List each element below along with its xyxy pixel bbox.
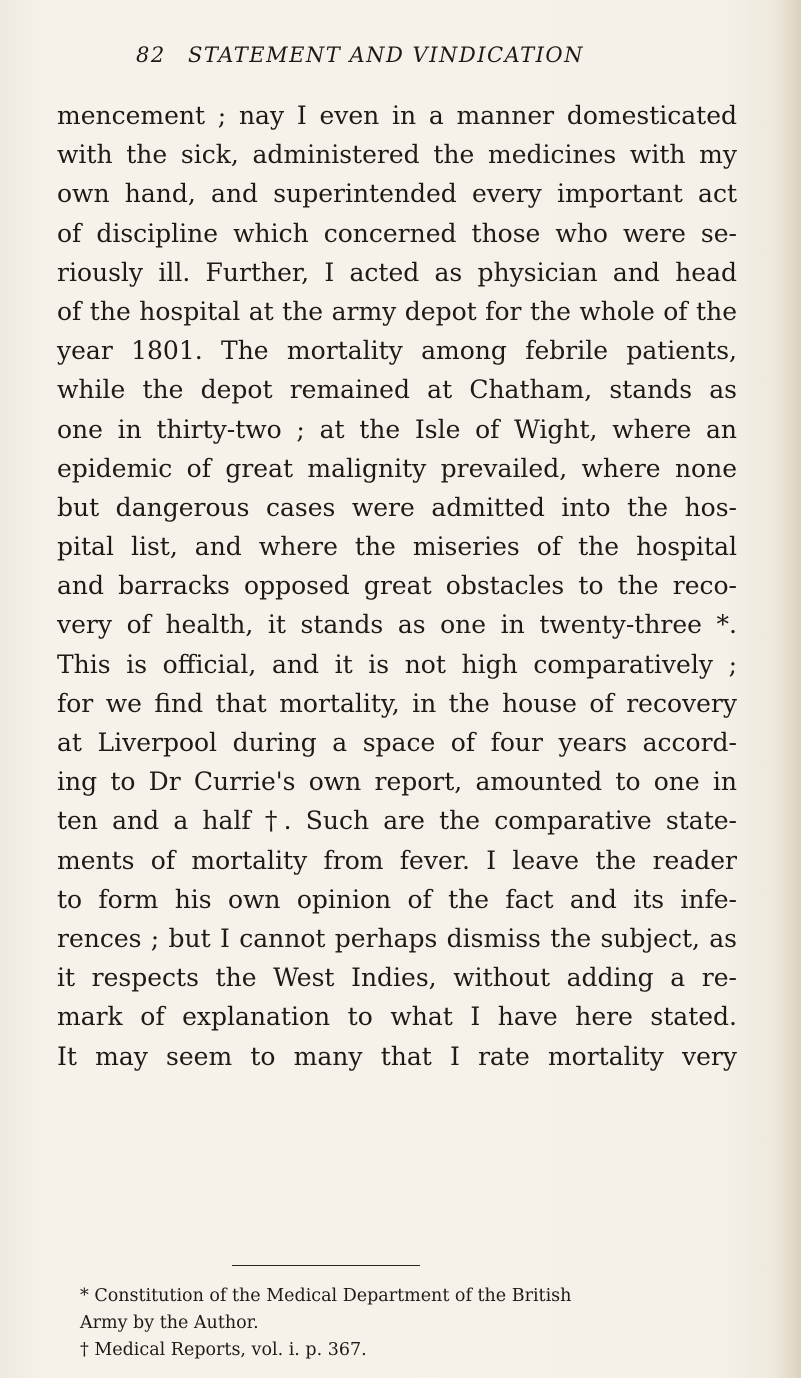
text-line: one in thirty-two ; at the Isle of Wight, where an (57, 414, 737, 444)
text-line: but dangerous cases were admitted into the hos- (57, 492, 737, 522)
text-line: of the hospital at the army depot for the whole of the (57, 296, 737, 326)
text-line: epidemic of great malignity prevailed, where none (57, 453, 737, 483)
page-number: 82 (136, 43, 166, 67)
text-line: year 1801. The mortality among febrile patients, (57, 336, 737, 366)
text-line: This is official, and it is not high comparatively ; (57, 649, 737, 679)
footnotes (80, 1283, 740, 1364)
footnote-line: † Medical Reports, vol. i. p. 367. (80, 1340, 367, 1360)
text-line: to form his own opinion of the fact and its infe- (57, 884, 737, 914)
text-line: mark of explanation to what I have here stated. (57, 1002, 737, 1032)
text-line: ten and a half †. Such are the comparative state- (57, 806, 737, 836)
text-line: very of health, it stands as one in twenty-three *. (57, 610, 737, 640)
text-line: and barracks opposed great obstacles to the reco- (57, 571, 737, 601)
footnote-rule (232, 1265, 420, 1266)
text-line: riously ill. Further, I acted as physician and head (57, 257, 737, 287)
text-line: ments of mortality from fever. I leave the reader (57, 845, 737, 875)
page-edge-shadow (775, 0, 801, 1378)
text-line: at Liverpool during a space of four years accord- (57, 728, 737, 757)
text-line: ing to Dr Currie's own report, amounted to one in (57, 767, 737, 797)
page-header (136, 38, 736, 72)
text-line: for we find that mortality, in the house of recovery (57, 688, 737, 718)
text-line: while the depot remained at Chatham, stands as (57, 375, 737, 405)
text-line: It may seem to many that I rate mortality very (57, 1041, 737, 1071)
text-line: rences ; but I cannot perhaps dismiss the subject, as (57, 923, 737, 953)
text-line: mencement ; nay I even in a manner domesticated (57, 101, 737, 130)
running-head: STATEMENT AND VINDICATION (188, 43, 584, 67)
text-line: own hand, and superintended every important act (57, 179, 737, 209)
footnote-line: Army by the Author. (80, 1313, 259, 1333)
body-text (57, 96, 737, 1076)
text-line: it respects the West Indies, without adding a re- (57, 963, 737, 993)
footnote-line: * Constitution of the Medical Department of the British (80, 1286, 572, 1306)
text-line: pital list, and where the miseries of the hospital (57, 532, 737, 562)
text-line: of discipline which concerned those who were se- (57, 218, 737, 248)
text-line: with the sick, administered the medicines with my (57, 140, 737, 170)
